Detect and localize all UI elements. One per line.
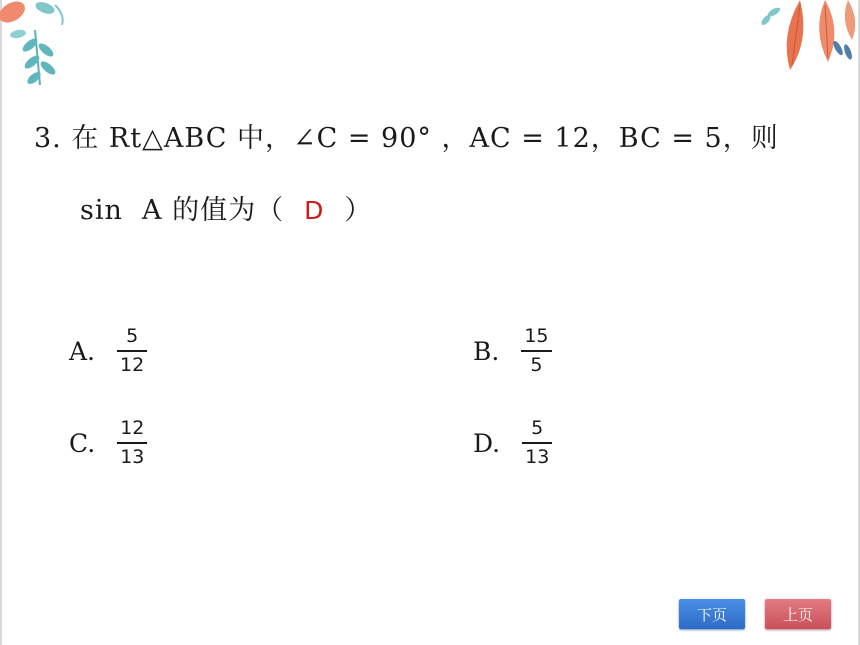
option-a — [69, 327, 147, 375]
fraction — [117, 327, 147, 375]
fraction — [522, 419, 552, 467]
fraction-denominator: 13 — [120, 446, 145, 468]
leaf-decoration-icon — [730, 0, 860, 75]
previous-page-button[interactable]: 上页 — [765, 599, 831, 629]
option-label: C. — [69, 428, 96, 458]
slide-left-border — [0, 0, 2, 645]
next-page-button[interactable]: 下页 — [679, 599, 745, 629]
option-label: A. — [69, 336, 96, 366]
fraction-denominator: 13 — [525, 446, 550, 468]
question-prefix: sin A 的值为（ — [80, 195, 285, 226]
fraction — [521, 327, 551, 375]
question-line-1: 3. 在 Rt△ABC 中，∠C = 90° ，AC = 12，BC = 5，则 — [34, 123, 779, 154]
fraction-numerator: 5 — [531, 417, 544, 439]
option-label: D. — [473, 428, 501, 458]
answer-text: D — [304, 196, 325, 225]
leaf-decoration-icon — [0, 0, 90, 95]
option-b — [473, 327, 552, 375]
option-label: B. — [473, 336, 500, 366]
fraction-denominator: 12 — [120, 354, 145, 376]
fraction — [117, 419, 147, 467]
fraction-numerator: 5 — [126, 325, 139, 347]
fraction-numerator: 12 — [120, 417, 145, 439]
option-c — [69, 419, 147, 467]
question-suffix: ） — [344, 195, 373, 226]
question-line-2 — [80, 188, 372, 227]
fraction-numerator: 15 — [524, 325, 549, 347]
fraction-denominator: 5 — [530, 354, 543, 376]
option-d — [473, 419, 552, 467]
